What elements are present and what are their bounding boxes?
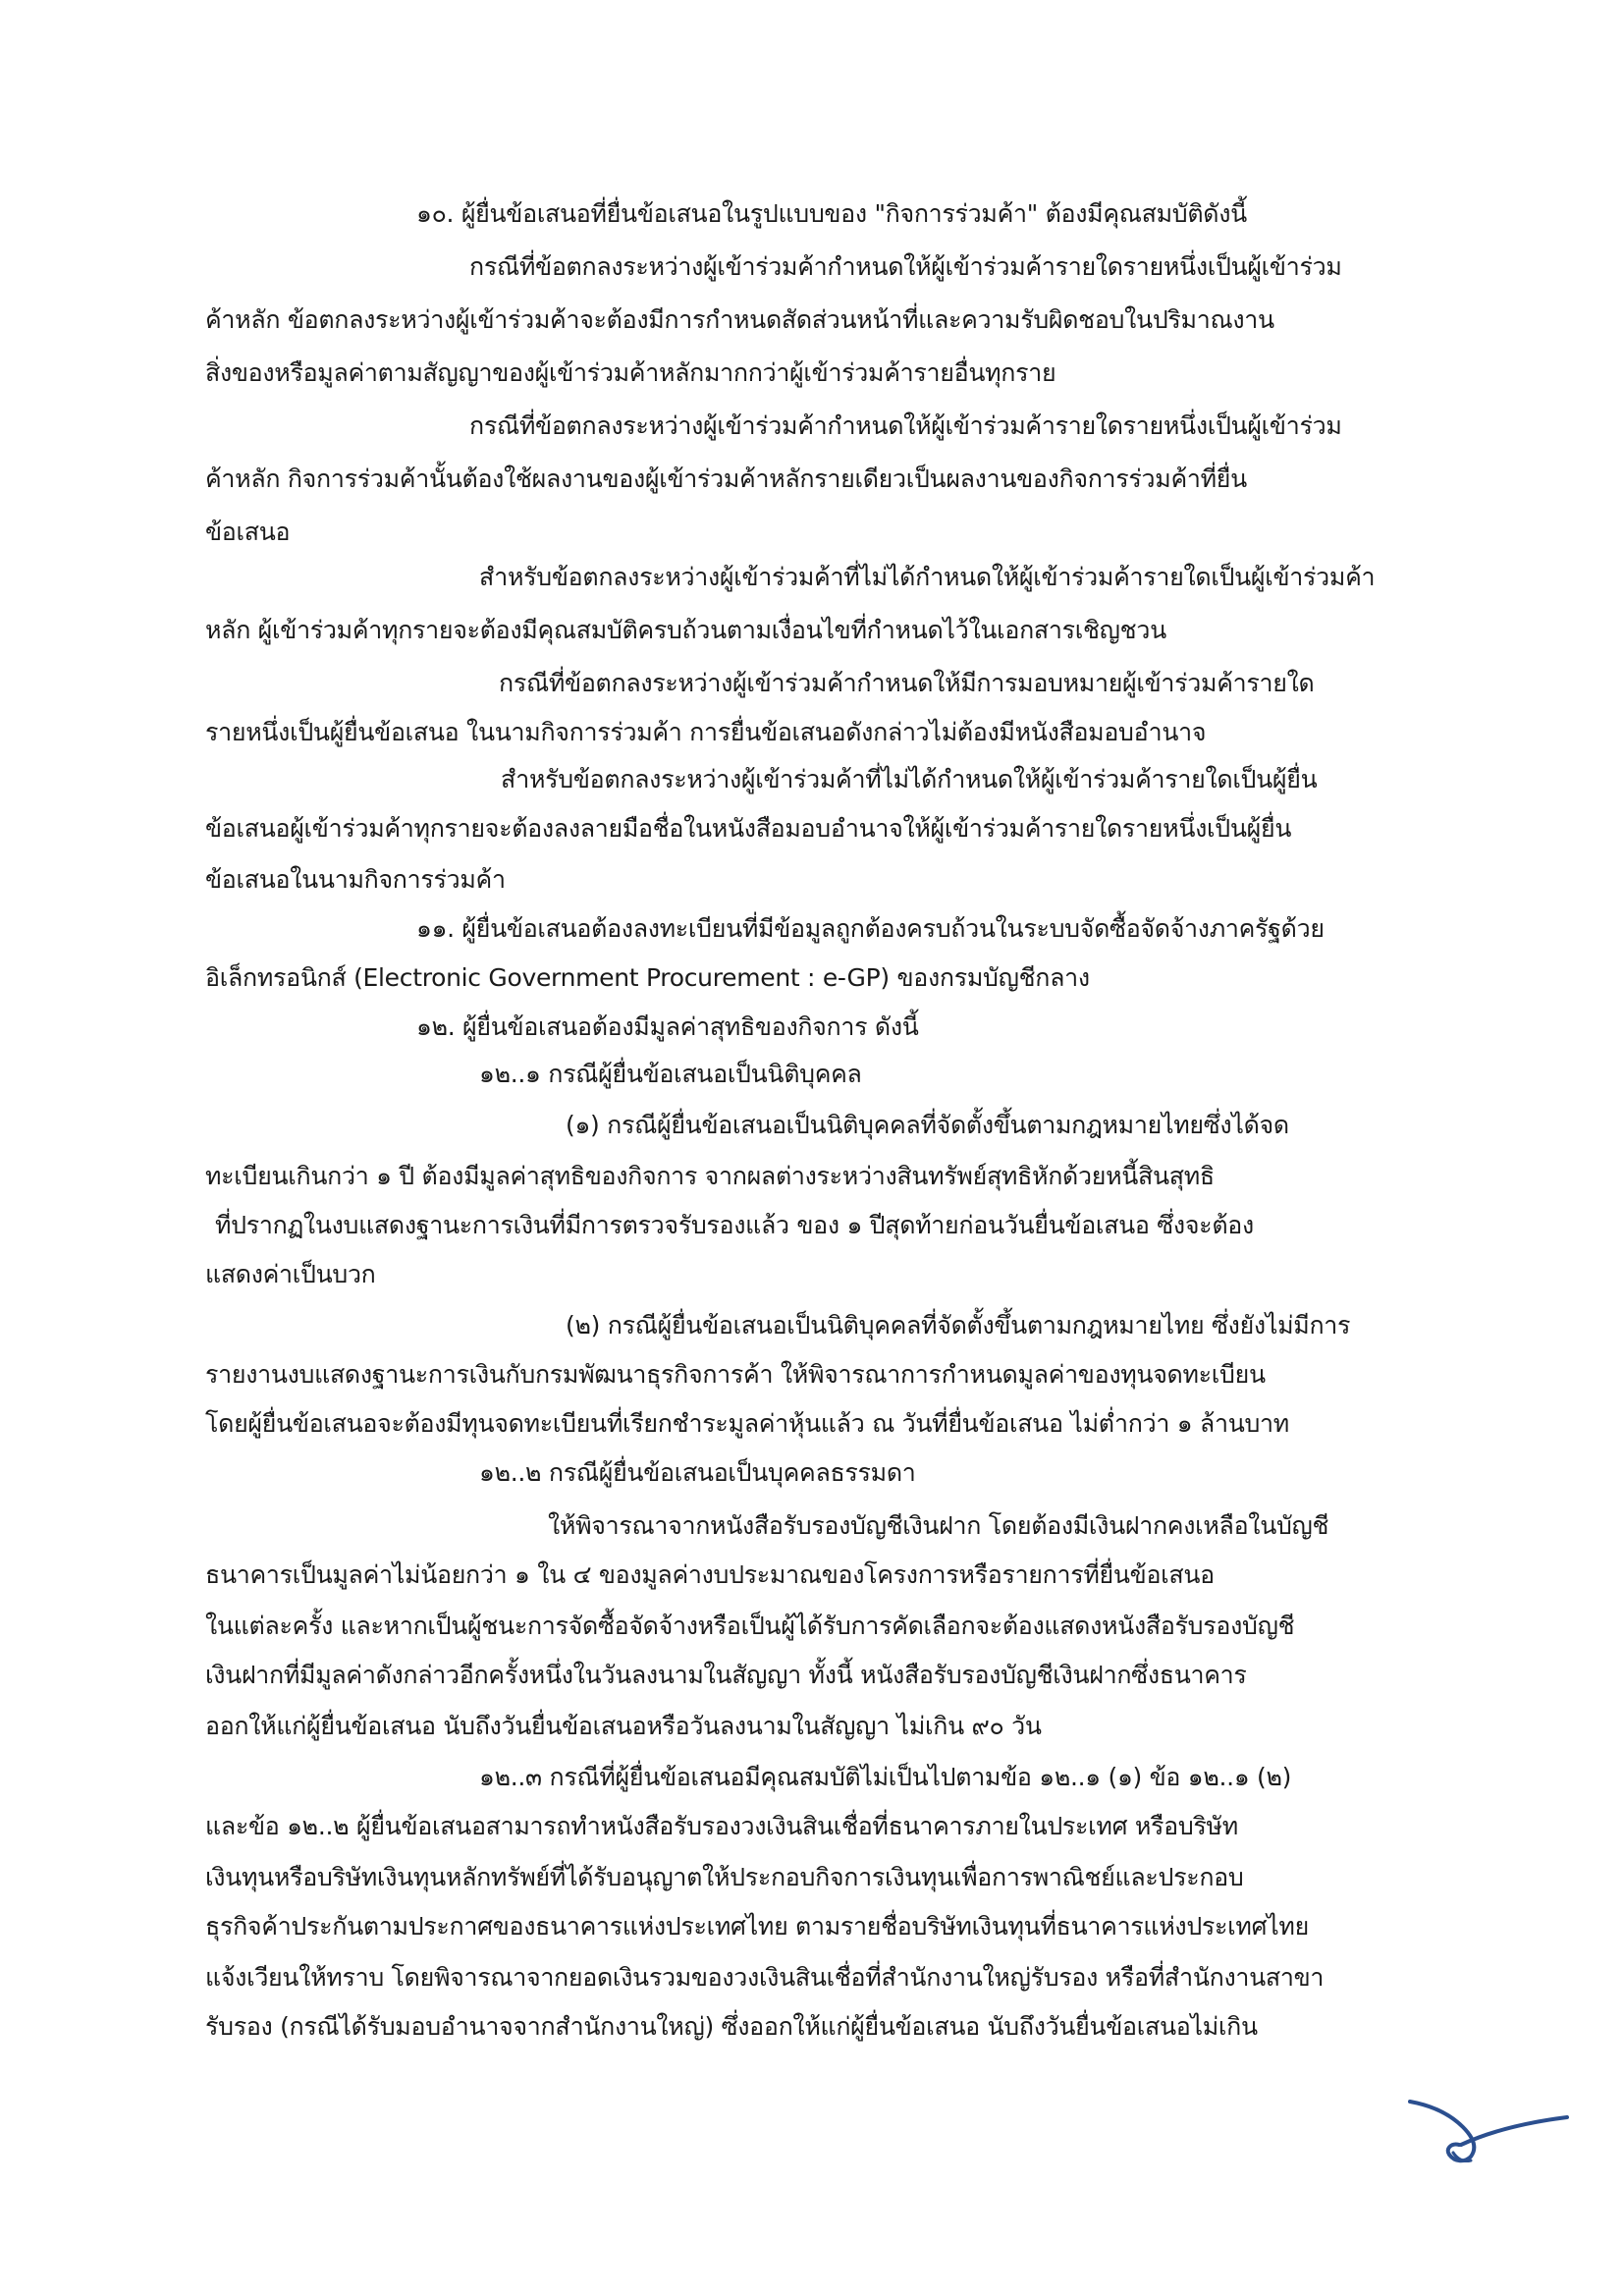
paragraph-line: เงินฝากที่มีมูลค่าดังกล่าวอีกครั้งหนึ่งในวันลงนามในสัญญา ทั้งนี้ หนังสือรับรองบัญชีเงินฝากซึ่งธนาคาร: [205, 1661, 1247, 1689]
paragraph-line: ค้าหลัก กิจการร่วมค้านั้นต้องใช้ผลงานของผู้เข้าร่วมค้าหลักรายเดียวเป็นผลงานของกิจการร่วมค้าที่ยื่น: [205, 465, 1247, 493]
paragraph-line: แสดงค่าเป็นบวก: [205, 1260, 376, 1288]
item-12-3-heading: ๑๒..๓ กรณีที่ผู้ยื่นข้อเสนอมีคุณสมบัติไม่เป็นไปตามข้อ ๑๒..๑ (๑) ข้อ ๑๒..๑ (๒): [479, 1763, 1292, 1791]
item-12-1-heading: ๑๒..๑ กรณีผู้ยื่นข้อเสนอเป็นนิติบุคคล: [479, 1060, 862, 1088]
paragraph-line: ธนาคารเป็นมูลค่าไม่น้อยกว่า ๑ ใน ๔ ของมูลค่างบประมาณของโครงการหรือรายการที่ยื่นข้อเสนอ: [205, 1560, 1215, 1589]
paragraph-line: โดยผู้ยื่นข้อเสนอจะต้องมีทุนจดทะเบียนที่เรียกชำระมูลค่าหุ้นแล้ว ณ วันที่ยื่นข้อเสนอ ไม่ต่ำกว่า ๑ ล้านบาท: [205, 1409, 1289, 1438]
paragraph-line: สิ่งของหรือมูลค่าตามสัญญาของผู้เข้าร่วมค้าหลักมากกว่าผู้เข้าร่วมค้ารายอื่นทุกราย: [205, 358, 1056, 387]
paragraph-line: ธุรกิจค้าประกันตามประกาศของธนาคารแห่งประเทศไทย ตามรายชื่อบริษัทเงินทุนที่ธนาคารแห่งประเทศไทย: [205, 1912, 1309, 1941]
paragraph-line: ที่ปรากฏในงบแสดงฐานะการเงินที่มีการตรวจรับรองแล้ว ของ ๑ ปีสุดท้ายก่อนวันยื่นข้อเสนอ ซึ่งจะต้อง: [215, 1211, 1254, 1239]
paragraph-line: กรณีที่ข้อตกลงระหว่างผู้เข้าร่วมค้ากำหนดให้ผู้เข้าร่วมค้ารายใดรายหนึ่งเป็นผู้เข้าร่วม: [469, 252, 1342, 281]
paragraph-line: รายหนึ่งเป็นผู้ยื่นข้อเสนอ ในนามกิจการร่วมค้า การยื่นข้อเสนอดังกล่าวไม่ต้องมีหนังสือมอบอำนาจ: [205, 718, 1207, 746]
paragraph-line: ค้าหลัก ข้อตกลงระหว่างผู้เข้าร่วมค้าจะต้องมีการกำหนดสัดส่วนหน้าที่และความรับผิดชอบในปริมาณงาน: [205, 305, 1274, 334]
item-12-1-2-heading: (๒) กรณีผู้ยื่นข้อเสนอเป็นนิติบุคคลที่จัดตั้งขึ้นตามกฎหมายไทย ซึ่งยังไม่มีการ: [566, 1311, 1351, 1339]
item-10-heading: ๑๐. ผู้ยื่นข้อเสนอที่ยื่นข้อเสนอในรูปแบบของ "กิจการร่วมค้า" ต้องมีคุณสมบัติดังนี้: [416, 199, 1247, 228]
item-12-1-1-heading: (๑) กรณีผู้ยื่นข้อเสนอเป็นนิติบุคคลที่จัดตั้งขึ้นตามกฎหมายไทยซึ่งได้จด: [566, 1111, 1289, 1139]
item-11-heading: ๑๑. ผู้ยื่นข้อเสนอต้องลงทะเบียนที่มีข้อมูลถูกต้องครบถ้วนในระบบจัดซื้อจัดจ้างภาครัฐด้วย: [416, 914, 1325, 943]
paragraph-line: กรณีที่ข้อตกลงระหว่างผู้เข้าร่วมค้ากำหนดให้มีการมอบหมายผู้เข้าร่วมค้ารายใด: [499, 669, 1315, 697]
paragraph-line: หลัก ผู้เข้าร่วมค้าทุกรายจะต้องมีคุณสมบัติครบถ้วนตามเงื่อนไขที่กำหนดไว้ในเอกสารเชิญชวน: [205, 616, 1166, 644]
paragraph-line: สำหรับข้อตกลงระหว่างผู้เข้าร่วมค้าที่ไม่ได้กำหนดให้ผู้เข้าร่วมค้ารายใดเป็นผู้ยื่น: [501, 765, 1318, 793]
paragraph-line: ข้อเสนอผู้เข้าร่วมค้าทุกรายจะต้องลงลายมือชื่อในหนังสือมอบอำนาจให้ผู้เข้าร่วมค้ารายใดรายหนึ่งเป็นผู้ยื่น: [205, 814, 1292, 843]
paragraph-line: ทะเบียนเกินกว่า ๑ ปี ต้องมีมูลค่าสุทธิของกิจการ จากผลต่างระหว่างสินทรัพย์สุทธิหักด้วยหนี้สินสุทธิ: [205, 1162, 1215, 1190]
paragraph-line: ให้พิจารณาจากหนังสือรับรองบัญชีเงินฝาก โดยต้องมีเงินฝากคงเหลือในบัญชี: [548, 1511, 1329, 1540]
paragraph-line: รับรอง (กรณีได้รับมอบอำนาจจากสำนักงานใหญ่) ซึ่งออกให้แก่ผู้ยื่นข้อเสนอ นับถึงวันยื่นข้อเสนอไม่เกิน: [205, 2012, 1258, 2041]
paragraph-line: รายงานงบแสดงฐานะการเงินกับกรมพัฒนาธุรกิจการค้า ให้พิจารณาการกำหนดมูลค่าของทุนจดทะเบียน: [205, 1360, 1266, 1389]
item-12-heading: ๑๒. ผู้ยื่นข้อเสนอต้องมีมูลค่าสุทธิของกิจการ ดังนี้: [416, 1012, 919, 1041]
paragraph-line: เงินทุนหรือบริษัทเงินทุนหลักทรัพย์ที่ได้รับอนุญาตให้ประกอบกิจการเงินทุนเพื่อการพาณิชย์และประกอบ: [205, 1863, 1244, 1891]
paragraph-line: ข้อเสนอ: [205, 518, 291, 546]
paragraph-line: สำหรับข้อตกลงระหว่างผู้เข้าร่วมค้าที่ไม่ได้กำหนดให้ผู้เข้าร่วมค้ารายใดเป็นผู้เข้าร่วมค้า: [479, 563, 1376, 591]
handwritten-signature: [1392, 2084, 1579, 2172]
paragraph-line: แจ้งเวียนให้ทราบ โดยพิจารณาจากยอดเงินรวมของวงเงินสินเชื่อที่สำนักงานใหญ่รับรอง หรือที่สำนักงานสาขา: [205, 1963, 1325, 1992]
paragraph-line: ในแต่ละครั้ง และหากเป็นผู้ชนะการจัดซื้อจัดจ้างหรือเป็นผู้ได้รับการคัดเลือกจะต้องแสดงหนังสือรับรองบัญชี: [205, 1612, 1295, 1640]
paragraph-line: และข้อ ๑๒..๒ ผู้ยื่นข้อเสนอสามารถทำหนังสือรับรองวงเงินสินเชื่อที่ธนาคารภายในประเทศ หรือบริษัท: [205, 1812, 1238, 1840]
paragraph-line: ข้อเสนอในนามกิจการร่วมค้า: [205, 865, 506, 894]
paragraph-line: อิเล็กทรอนิกส์ (Electronic Government Procurement : e-GP) ของกรมบัญชีกลาง: [205, 963, 1090, 992]
item-12-2-heading: ๑๒..๒ กรณีผู้ยื่นข้อเสนอเป็นบุคคลธรรมดา: [479, 1458, 916, 1487]
paragraph-line: ออกให้แก่ผู้ยื่นข้อเสนอ นับถึงวันยื่นข้อเสนอหรือวันลงนามในสัญญา ไม่เกิน ๙๐ วัน: [205, 1712, 1042, 1740]
paragraph-line: กรณีที่ข้อตกลงระหว่างผู้เข้าร่วมค้ากำหนดให้ผู้เข้าร่วมค้ารายใดรายหนึ่งเป็นผู้เข้าร่วม: [469, 411, 1342, 440]
